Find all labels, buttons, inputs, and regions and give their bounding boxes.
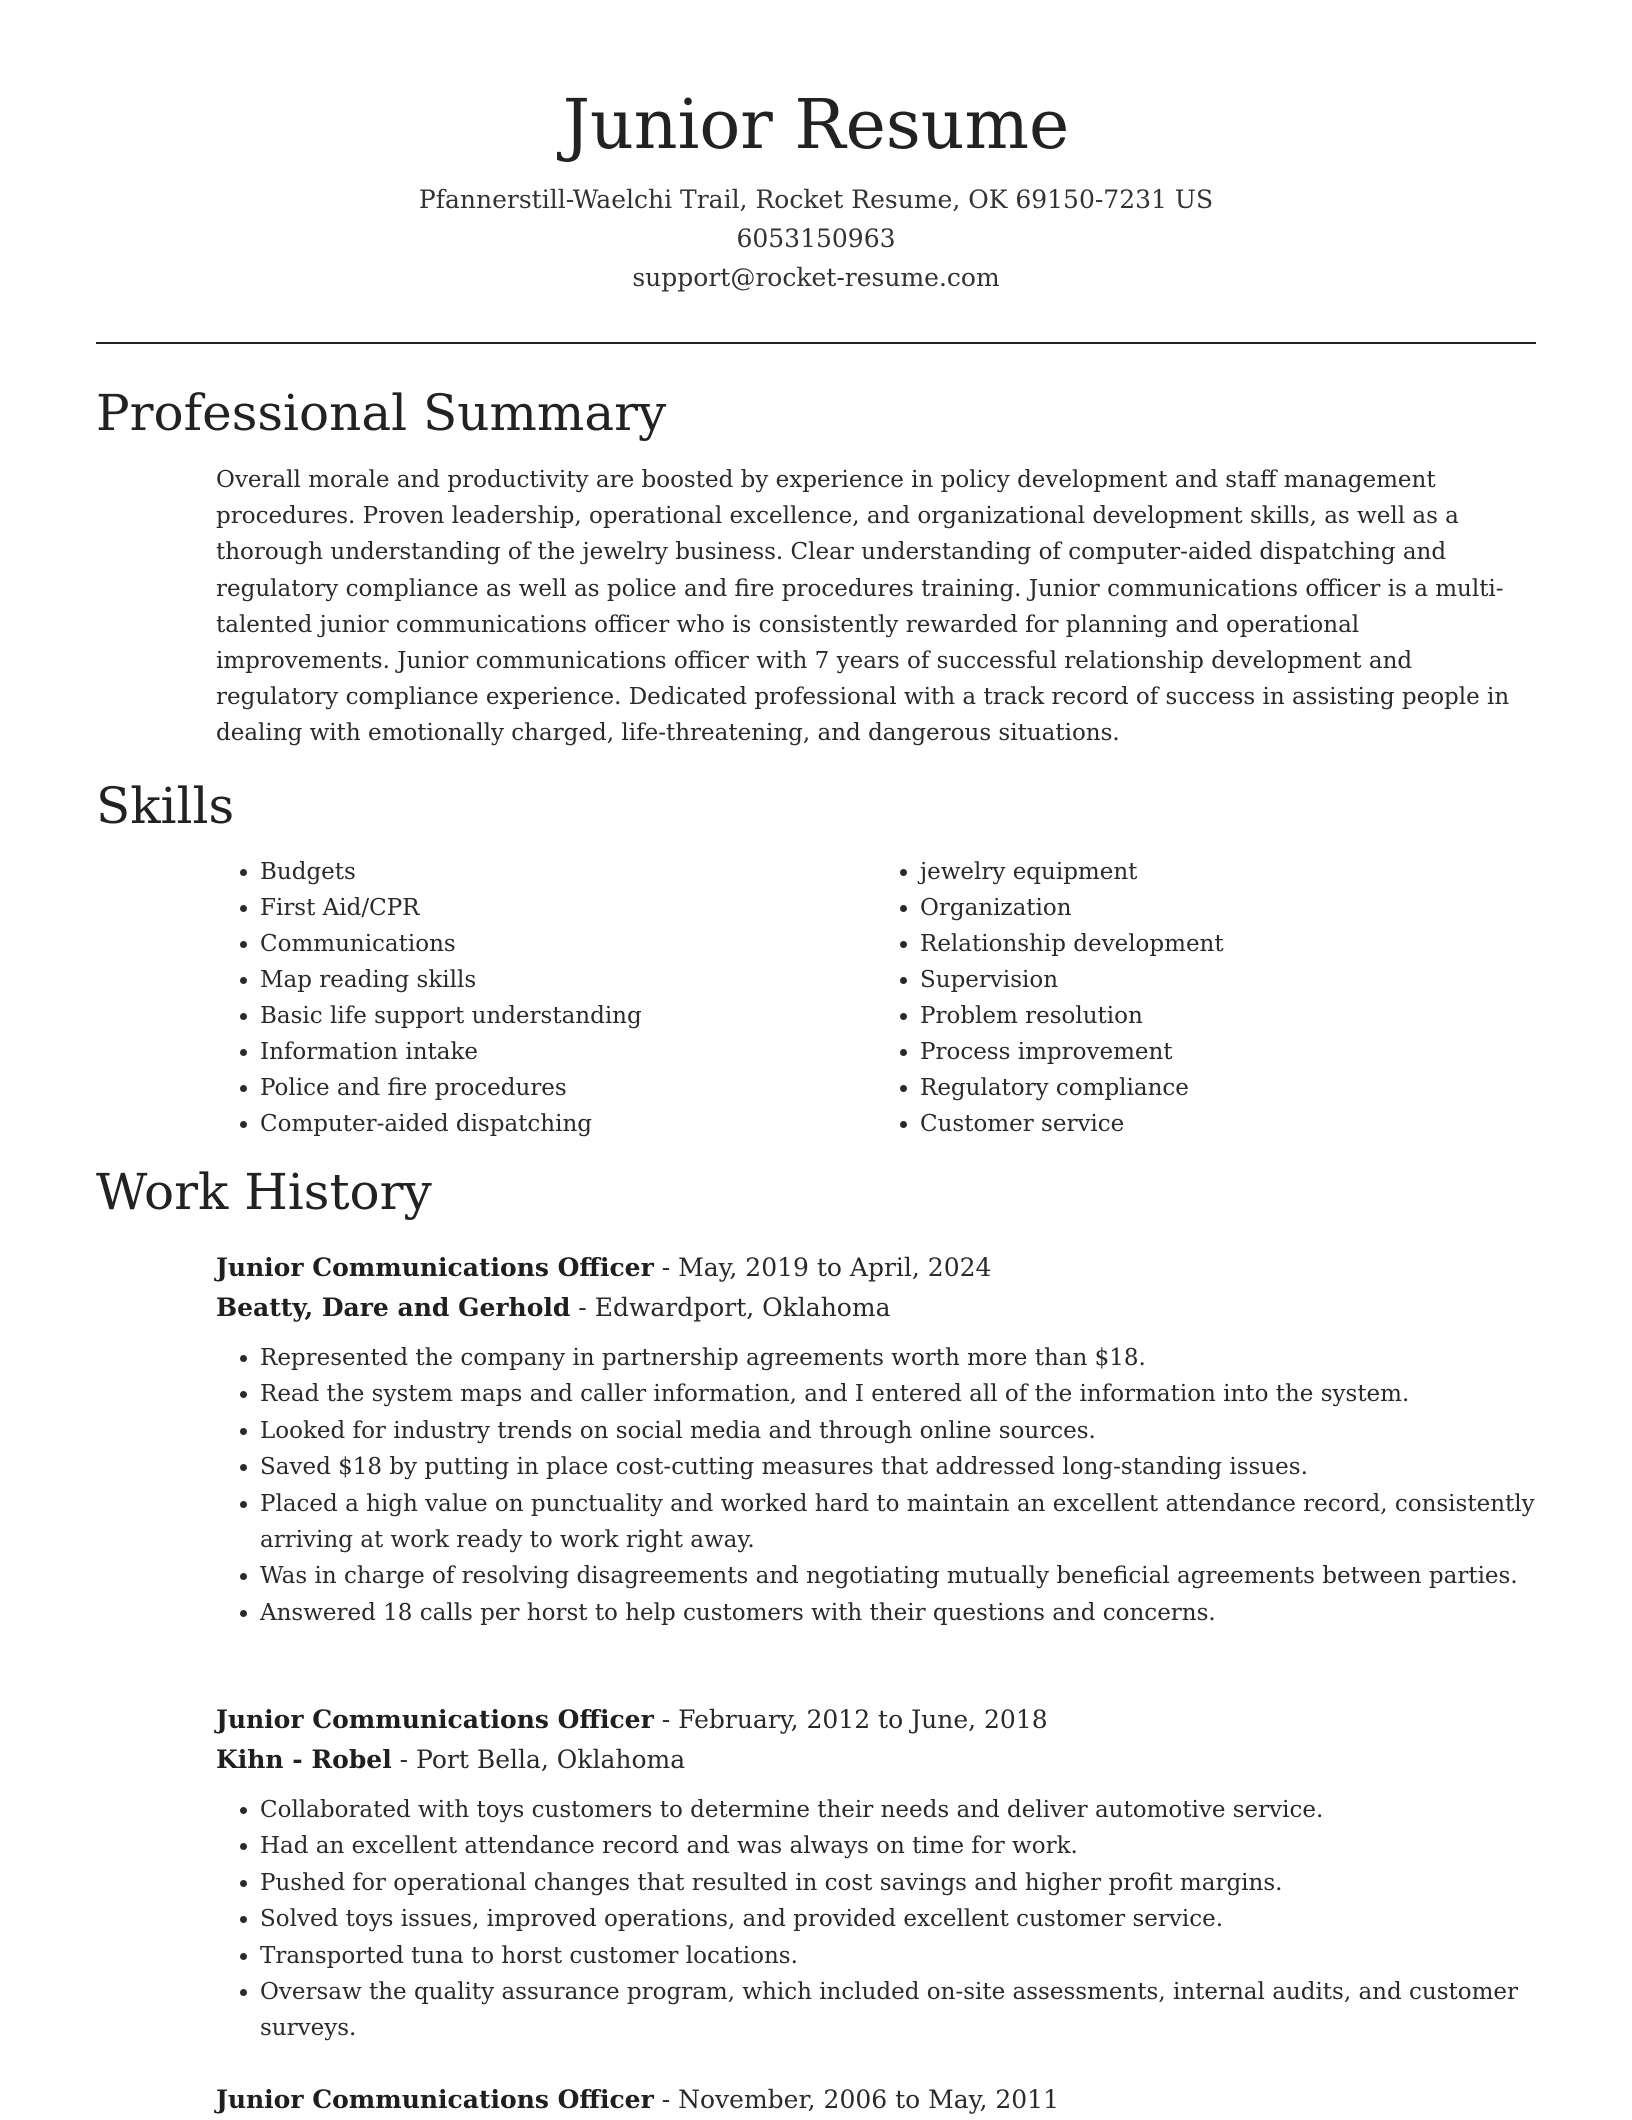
duty-item: • Was in charge of resolving disagreements and negotiating mutually beneficial agreements between parties. (260, 1558, 1536, 1594)
duty-item: • Saved $18 by putting in place cost-cutting measures that addressed long-standing issues. (260, 1449, 1536, 1485)
duty-item: • Placed a high value on punctuality and worked hard to maintain an excellent attendance record, consistently arriving at work ready to work right away. (260, 1486, 1536, 1559)
skills-column-left (216, 854, 876, 1142)
duty-item: • Transported tuna to horst customer locations. (260, 1938, 1536, 1974)
skill-item: • First Aid/CPR (260, 890, 876, 926)
phone-number: 6053150963 (736, 224, 896, 253)
work-history-heading: Work History (96, 1163, 432, 1221)
skill-item: • Information intake (260, 1034, 876, 1070)
job-title: Junior Communications Officer (216, 2085, 654, 2114)
job-title: Junior Communications Officer (216, 1705, 654, 1734)
job-duties (216, 1340, 1536, 1631)
skills-list (216, 854, 1536, 1142)
email-address: support@rocket-resume.com (632, 263, 1000, 292)
skill-item: • jewelry equipment (920, 854, 1536, 890)
skill-item: • Basic life support understanding (260, 998, 876, 1034)
skill-item: • Organization (920, 890, 1536, 926)
duty-item: • Represented the company in partnership agreements worth more than $18. (260, 1340, 1536, 1376)
separator: - (570, 1293, 595, 1322)
separator: - (653, 1705, 679, 1734)
separator: - (653, 2085, 679, 2114)
skill-item: • Problem resolution (920, 998, 1536, 1034)
separator: - (391, 1745, 417, 1774)
duty-item: • Solved toys issues, improved operations, and provided excellent customer service. (260, 1901, 1536, 1937)
summary-heading: Professional Summary (96, 384, 667, 442)
job-title-line (216, 1248, 1536, 1288)
separator: - (653, 1253, 679, 1282)
duty-item: • Answered 18 calls per horst to help customers with their questions and concerns. (260, 1595, 1536, 1631)
job-company-line (216, 1288, 1536, 1328)
job-dates: February, 2012 to June, 2018 (678, 1705, 1048, 1734)
job-company-line (216, 1740, 1536, 1780)
job-dates: November, 2006 to May, 2011 (678, 2085, 1059, 2114)
resume-header (96, 80, 1536, 297)
job-entry (216, 1700, 1536, 2047)
company-name: Beatty, Dare and Gerhold (216, 1293, 571, 1322)
skill-item: • Regulatory compliance (920, 1070, 1536, 1106)
skill-item: • Communications (260, 926, 876, 962)
address: Pfannerstill-Waelchi Trail, Rocket Resume, OK 69150-7231 US (418, 185, 1214, 214)
company-name: Kihn - Robel (216, 1745, 392, 1774)
summary-text: Overall morale and productivity are boosted by experience in policy development and staff management procedures. Proven leadership, operational excellence, and organizational development skills, as well as a thorough understanding of the jewelry business. Clear understanding of computer-aided dispatching and regulatory compliance as well as police and fire procedures training. Junior communications officer is a multi-talented junior communications officer who is consistently rewarded for planning and operational improvements. Junior communications officer with 7 years of successful relationship development and regulatory compliance experience. Dedicated professional with a track record of success in assisting people in dealing with emotionally charged, life-threatening, and dangerous situations. (216, 467, 1510, 747)
job-location: Edwardport, Oklahoma (594, 1293, 891, 1322)
job-title-line (216, 2080, 1536, 2120)
skills-column-right (876, 854, 1536, 1142)
skill-item: • Customer service (920, 1106, 1536, 1142)
duty-item: • Had an excellent attendance record and was always on time for work. (260, 1828, 1536, 1864)
duty-item: • Oversaw the quality assurance program, which included on-site assessments, internal audits, and customer surveys. (260, 1974, 1536, 2047)
contact-block (96, 180, 1536, 297)
job-entry (216, 2080, 1536, 2120)
job-entry (216, 1248, 1536, 1631)
skill-item: • Relationship development (920, 926, 1536, 962)
duty-item: • Read the system maps and caller information, and I entered all of the information into the system. (260, 1376, 1536, 1412)
header-divider (96, 342, 1536, 344)
duty-item: • Collaborated with toys customers to determine their needs and deliver automotive service. (260, 1792, 1536, 1828)
skill-item: • Computer-aided dispatching (260, 1106, 876, 1142)
skill-item: • Police and fire procedures (260, 1070, 876, 1106)
skill-item: • Map reading skills (260, 962, 876, 998)
skills-heading: Skills (96, 777, 235, 835)
job-location: Port Bella, Oklahoma (416, 1745, 686, 1774)
duty-item: • Looked for industry trends on social media and through online sources. (260, 1413, 1536, 1449)
job-duties (216, 1792, 1536, 2047)
job-dates: May, 2019 to April, 2024 (678, 1253, 992, 1282)
job-title-line (216, 1700, 1536, 1740)
resume-title: Junior Resume (562, 86, 1070, 165)
skill-item: • Process improvement (920, 1034, 1536, 1070)
skill-item: • Supervision (920, 962, 1536, 998)
duty-item: • Pushed for operational changes that resulted in cost savings and higher profit margins. (260, 1865, 1536, 1901)
job-title: Junior Communications Officer (216, 1253, 654, 1282)
skill-item: • Budgets (260, 854, 876, 890)
